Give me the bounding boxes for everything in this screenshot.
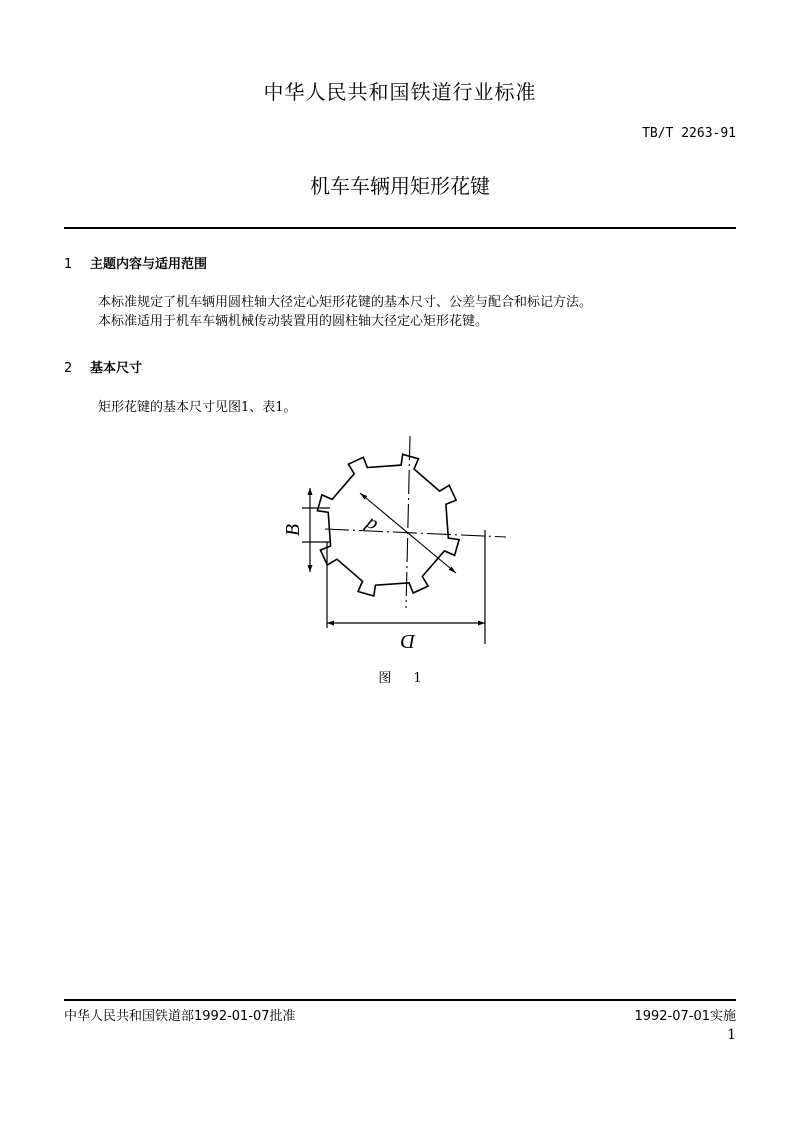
arrowhead <box>308 565 313 572</box>
arrowhead <box>308 488 313 495</box>
section-1-number: 1 <box>64 257 73 272</box>
major-diameter-label: D <box>400 630 416 650</box>
section-2-heading <box>64 357 142 376</box>
section-2-paragraph-1: 矩形花键的基本尺寸见图1、表1。 <box>98 400 297 415</box>
figure-caption <box>0 667 800 686</box>
spline-cross-section-figure <box>280 430 520 654</box>
spline-profile <box>317 454 459 596</box>
spline-drawing <box>280 430 520 650</box>
standard-number: TB/T 2263-91 <box>642 126 736 141</box>
section-1-title: 主题内容与适用范围 <box>90 257 208 272</box>
arrowhead <box>327 621 334 626</box>
horizontal-center-line <box>325 529 506 537</box>
approval-line: 中华人民共和国铁道部1992-01-07批准 <box>64 1009 296 1024</box>
width-label: B <box>282 523 304 537</box>
figure-caption-number: 1 <box>413 671 422 686</box>
arrowhead <box>478 621 485 626</box>
section-1-paragraph-1: 本标准规定了机车辆用圆柱轴大径定心矩形花键的基本尺寸、公差与配合和标记方法。 <box>98 295 593 310</box>
page-number: 1 <box>727 1027 736 1043</box>
effective-date-line: 1992-07-01实施 <box>634 1009 736 1024</box>
section-2-title: 基本尺寸 <box>90 361 143 376</box>
bottom-divider <box>64 999 736 1001</box>
section-1-heading <box>64 253 207 272</box>
issuing-authority-title: 中华人民共和国铁道行业标准 <box>263 80 537 104</box>
document-title: 机车车辆用矩形花键 <box>310 174 490 198</box>
top-divider <box>64 227 736 229</box>
section-1-paragraph-2: 本标准适用于机车车辆机械传动装置用的圆柱轴大径定心矩形花键。 <box>98 314 489 329</box>
minor-diameter-label: d <box>361 513 381 538</box>
figure-caption-word: 图 <box>378 671 392 686</box>
section-2-number: 2 <box>64 361 73 376</box>
